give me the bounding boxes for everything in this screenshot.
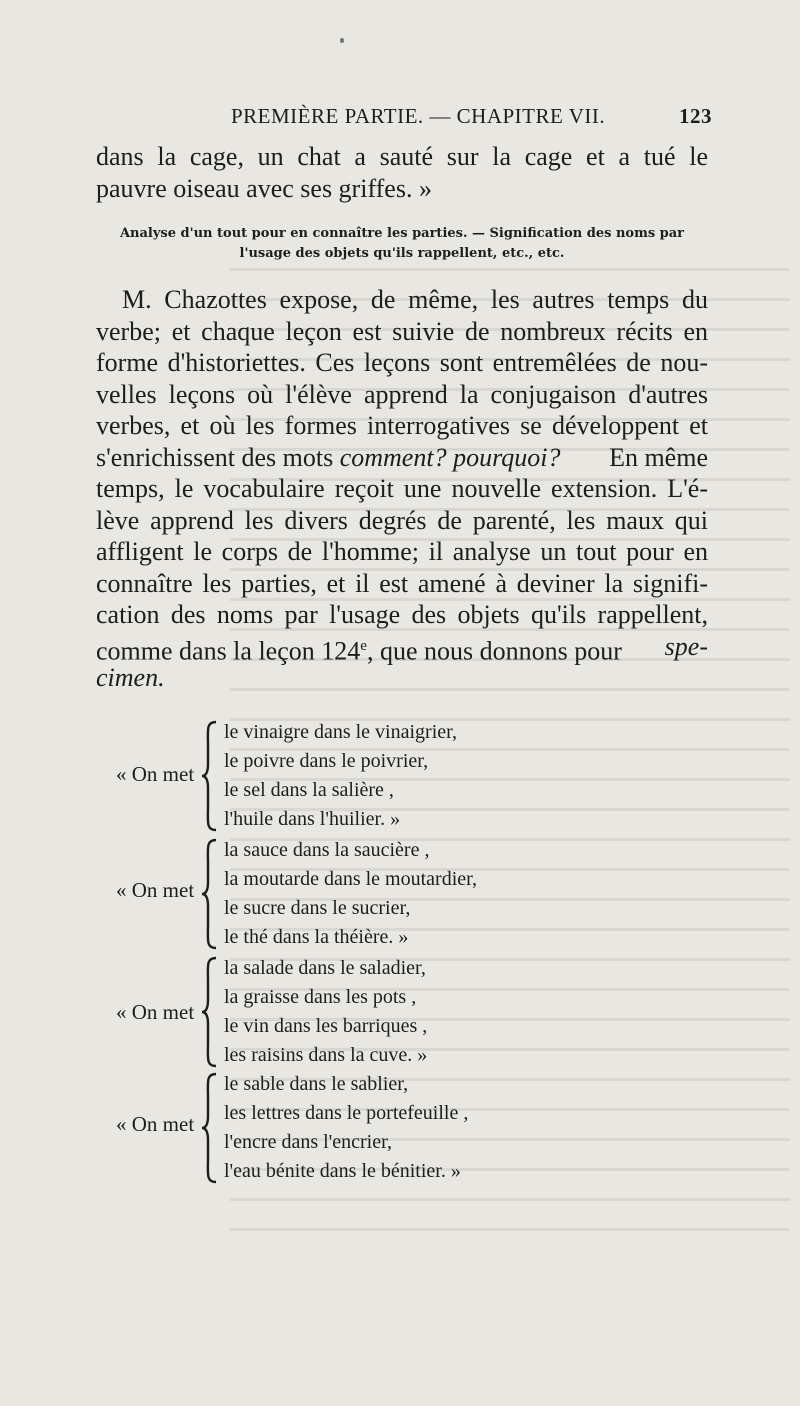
list-item: le sable dans le sablier,	[224, 1073, 409, 1095]
italic-words: cimen.	[96, 663, 165, 692]
list-item: le poivre dans le poivrier,	[224, 750, 429, 772]
group-lead: « On met	[116, 1112, 195, 1136]
example-list	[224, 1070, 468, 1186]
curly-brace-icon	[200, 1072, 220, 1184]
text-line: forme d'historiettes. Ces leçons sont entremêlées de nou-	[96, 348, 708, 377]
group-lead: « On met	[116, 1000, 195, 1024]
list-item: la moutarde dans le moutardier,	[224, 868, 477, 890]
group-lead: « On met	[116, 762, 195, 786]
subheading-line: l'usage des objets qu'ils rappellent, etc., etc.	[239, 246, 565, 261]
list-item: la sauce dans la saucière ,	[224, 839, 430, 861]
text-fragment: comme dans la leçon 124	[96, 636, 361, 666]
example-list	[224, 836, 477, 952]
body-paragraph	[96, 284, 708, 694]
list-item: l'eau bénite dans le bénitier. »	[224, 1160, 461, 1182]
curly-brace-icon	[200, 720, 220, 832]
curly-brace-icon	[200, 956, 220, 1068]
italic-words: spe-	[664, 631, 708, 661]
list-item: l'huile dans l'huilier. »	[224, 808, 401, 830]
text-line: dans la cage, un chat a sauté sur la cage et a tué le	[96, 142, 708, 171]
list-item: les raisins dans la cuve. »	[224, 1044, 428, 1066]
list-item: les lettres dans le portefeuille ,	[224, 1102, 469, 1124]
opening-text	[96, 141, 708, 204]
text-fragment: En même	[609, 442, 708, 472]
text-line: verbe; et chaque leçon est suivie de nombreux récits en	[96, 316, 708, 346]
list-item: le sucre dans le sucrier,	[224, 897, 411, 919]
text-line	[96, 442, 708, 474]
text-line: affligent le corps de l'homme; il analyse un tout pour en	[96, 537, 708, 566]
example-group	[116, 1070, 596, 1190]
example-group	[116, 718, 596, 838]
superscript: e	[360, 637, 367, 654]
text-line: pauvre oiseau avec ses griffes. »	[96, 173, 432, 203]
example-list	[224, 718, 457, 834]
text-fragment: s'enrichissent des mots	[96, 442, 340, 472]
example-group	[116, 954, 596, 1074]
running-title: PREMIÈRE PARTIE. — CHAPITRE VII.	[231, 104, 606, 128]
page-number: 123	[679, 104, 712, 128]
list-item: le sel dans la salière ,	[224, 779, 394, 801]
list-item: le vin dans les barriques ,	[224, 1015, 428, 1037]
list-item: le thé dans la théière. »	[224, 926, 409, 948]
subheading-line: Analyse d'un tout pour en connaître les parties. — Signification des noms par	[119, 226, 685, 241]
list-item: la salade dans le saladier,	[224, 957, 426, 979]
text-line: velles leçons où l'élève apprend la conjugaison d'autres	[96, 379, 708, 409]
text-line: cation des noms par l'usage des objets qu'ils rappellent,	[96, 600, 708, 629]
example-group	[116, 836, 596, 956]
list-item: le vinaigre dans le vinaigrier,	[224, 721, 457, 743]
example-list	[224, 954, 427, 1070]
italic-words: comment? pourquoi?	[339, 442, 561, 472]
text-line: M. Chazottes expose, de même, les autres temps du	[122, 285, 708, 314]
list-item: l'encre dans l'encrier,	[224, 1131, 392, 1153]
ink-speck	[340, 38, 344, 43]
text-line: temps, le vocabulaire reçoit une nouvelle extension. L'é-	[96, 474, 708, 503]
text-fragment: , que nous donnons pour	[366, 636, 622, 666]
curly-brace-icon	[200, 838, 220, 950]
group-lead: « On met	[116, 878, 195, 902]
list-item: la graisse dans les pots ,	[224, 986, 417, 1008]
text-line	[96, 631, 708, 666]
text-line: connaître les parties, et il est amené à deviner la signifi-	[96, 568, 708, 598]
text-line: verbes, et où les formes interrogatives se développent et	[96, 411, 708, 440]
section-subheading	[96, 224, 708, 264]
text-line: lève apprend les divers degrés de parenté, les maux qui	[96, 505, 708, 535]
